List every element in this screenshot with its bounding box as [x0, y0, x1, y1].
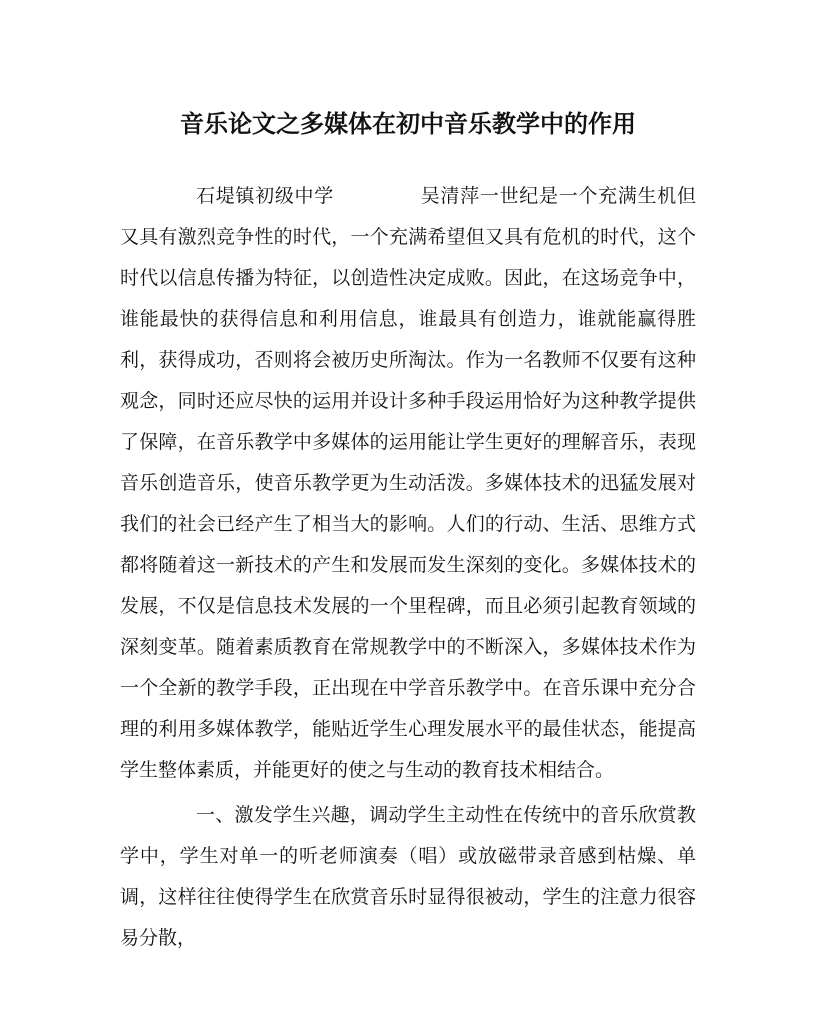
- paragraph-1: [120, 176, 696, 791]
- school-name: 石堤镇初级中学: [196, 185, 334, 207]
- paragraph-1-text: 一世纪是一个充满生机但又具有激烈竞争性的时代，一个充满希望但又具有危机的时代，这个时代以信息传播为特征，以创造性决定成败。因此，在这场竞争中，谁能最快的获得信息和利用信息，谁最具有创造力，谁就能赢得胜利，获得成功，否则将会被历史所淘汰。作为一名教师不仅要有这种观念，同时还应尽快的运用并设计多种手段运用恰好为这种教学提供了保障，在音乐教学中多媒体的运用能让学生更好的理解音乐，表现音乐创造音乐，使音乐教学更为生动活泼。多媒体技术的迅猛发展对我们的社会已经产生了相当大的影响。人们的行动、生活、思维方式都将随着这一新技术的产生和发展而发生深刻的变化。多媒体技术的发展，不仅是信息技术发展的一个里程碑，而且必须引起教育领域的深刻变革。随着素质教育在常规教学中的不断深入，多媒体技术作为一个全新的教学手段，正出现在中学音乐教学中。在音乐课中充分合理的利用多媒体教学，能贴近学生心理发展水平的最佳状态，能提高学生整体素质，并能更好的使之与生动的教育技术相结合。: [120, 185, 696, 781]
- document-body: [120, 176, 696, 959]
- paragraph-2: 一、激发学生兴趣，调动学生主动性在传统中的音乐欣赏教学中，学生对单一的听老师演奏（唱）或放磁带录音感到枯燥、单调，这样往往使得学生在欣赏音乐时显得很被动，学生的注意力很容易分散，: [120, 804, 696, 949]
- author-name: 吴清萍: [420, 185, 480, 207]
- document-title: 音乐论文之多媒体在初中音乐教学中的作用: [180, 109, 636, 138]
